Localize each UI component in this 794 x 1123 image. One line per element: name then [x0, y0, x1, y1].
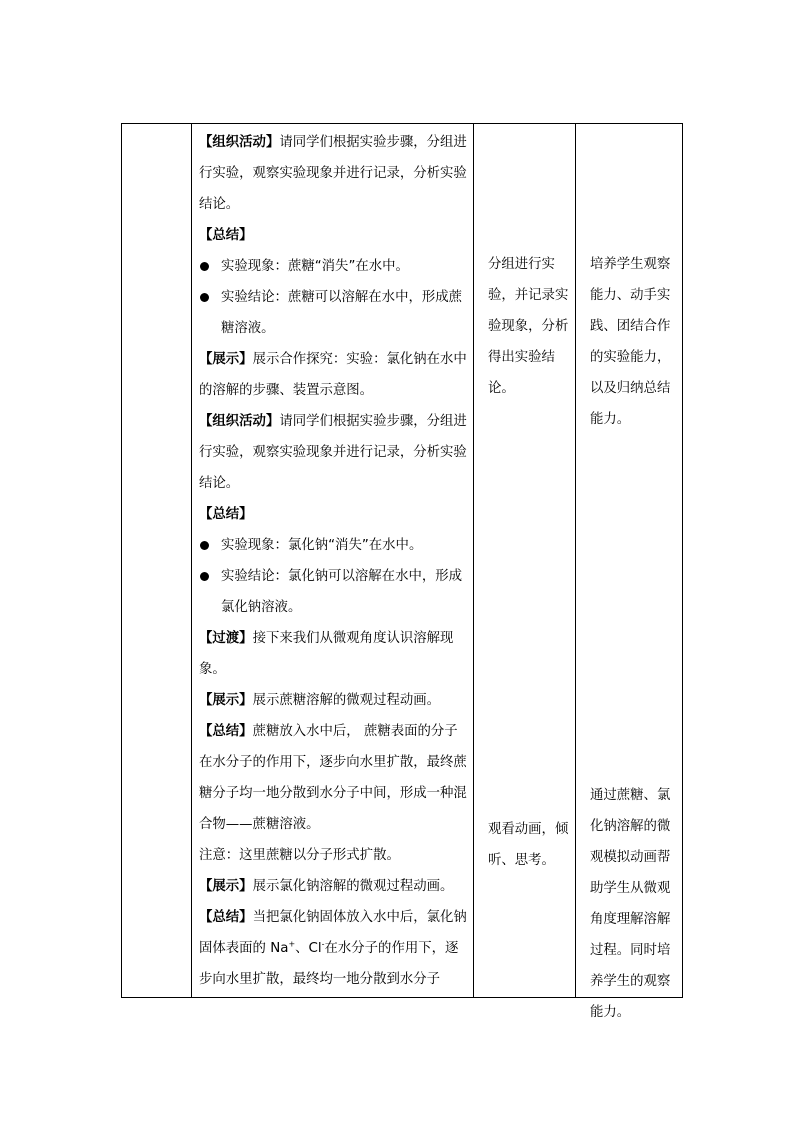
activity-paragraph: [199, 685, 468, 716]
section-label: 【总结】: [199, 910, 253, 925]
section-label: 【组织活动】: [199, 414, 280, 429]
activity-paragraph: [199, 716, 468, 840]
summary-bullet-item: [199, 251, 468, 282]
teaching-process-table: [121, 123, 683, 1020]
bullet-text: 实验结论：氯化钠可以溶解在水中，形成氯化钠溶液。: [221, 569, 463, 615]
section-label: 【展示】: [199, 879, 253, 894]
section-label: 【总结】: [199, 724, 253, 739]
activity-paragraph: [199, 344, 468, 406]
bullet-text: 实验现象：氯化钠“消失”在水中。: [221, 538, 423, 553]
paragraph-text: 展示合作探究：实验：氯化钠在水中的溶解的步骤、装置示意图。: [199, 352, 467, 398]
bullet-dot-icon: [200, 293, 209, 302]
section-label: 【组织活动】: [199, 135, 280, 150]
activity-paragraph: [199, 623, 468, 685]
design-intent-cell: [576, 124, 683, 1020]
design-intent-text-2: 通过蔗糖、氯化钠溶解的微观模拟动画帮助学生从微观角度理解溶解过程。同时培养学生的观察能力。: [590, 788, 671, 1020]
paragraph-text: 接下来我们从微观角度认识溶解现象。: [199, 631, 454, 677]
activity-paragraph: [199, 499, 468, 530]
paragraph-text: 请同学们根据实验步骤，分组进行实验，观察实验现象并进行记录，分析实验结论。: [199, 414, 467, 491]
ion-charge-superscript: -: [321, 939, 325, 949]
paragraph-text: 在水分子的作用下，逐步向水里扩散，最终均一地分散到水分子: [199, 941, 459, 987]
summary-bullet-item: [199, 530, 468, 561]
activity-paragraph: [199, 840, 468, 871]
student-activity-text-1: 分组进行实验，并记录实验现象，分析得出实验结论。: [488, 257, 569, 396]
activity-paragraph: [199, 406, 468, 499]
activity-paragraph: [199, 127, 468, 220]
section-label: 【总结】: [199, 228, 253, 243]
bullet-dot-icon: [200, 572, 209, 581]
student-activity-text-2: 观看动画，倾听、思考。: [488, 822, 569, 868]
paragraph-text: 、Cl: [295, 941, 322, 956]
summary-bullet-item: [199, 561, 468, 623]
section-label: 【展示】: [199, 693, 253, 708]
paragraph-text: 请同学们根据实验步骤，分组进行实验，观察实验现象并进行记录，分析实验结论。: [199, 135, 467, 212]
teacher-activity-content: [192, 124, 473, 995]
paragraph-text: 展示氯化钠溶解的微观过程动画。: [252, 879, 454, 894]
teacher-activity-cell: [192, 124, 474, 998]
bullet-text: 实验结论：蔗糖可以溶解在水中，形成蔗糖溶液。: [221, 290, 463, 336]
activity-paragraph: [199, 220, 468, 251]
paragraph-text: 展示蔗糖溶解的微观过程动画。: [252, 693, 441, 708]
section-label: 【展示】: [199, 352, 253, 367]
paragraph-text: 蔗糖放入水中后， 蔗糖表面的分子在水分子的作用下，逐步向水里扩散，最终蔗糖分子均一地分散到水分子中间，形成一种混合物——蔗糖溶液。: [199, 724, 467, 832]
section-label: 【总结】: [199, 507, 253, 522]
bullet-text: 实验现象：蔗糖“消失”在水中。: [221, 259, 409, 274]
stage-cell: [122, 124, 192, 998]
paragraph-text: 当把氯化钠固体放入水中后，氯化钠固体表面的 Na: [199, 910, 467, 956]
paragraph-text: 注意：这里蔗糖以分子形式扩散。: [199, 848, 400, 863]
bullet-dot-icon: [200, 262, 209, 271]
activity-paragraph: [199, 871, 468, 902]
bullet-dot-icon: [200, 541, 209, 550]
ion-charge-superscript: +: [288, 939, 296, 949]
design-intent-text-1: 培养学生观察能力、动手实践、团结合作的实验能力，以及归纳总结能力。: [590, 257, 671, 427]
student-activity-cell: [474, 124, 576, 998]
activity-paragraph-ions: [199, 902, 468, 995]
section-label: 【过渡】: [199, 631, 253, 646]
summary-bullet-item: [199, 282, 468, 344]
table-row: [122, 124, 683, 998]
